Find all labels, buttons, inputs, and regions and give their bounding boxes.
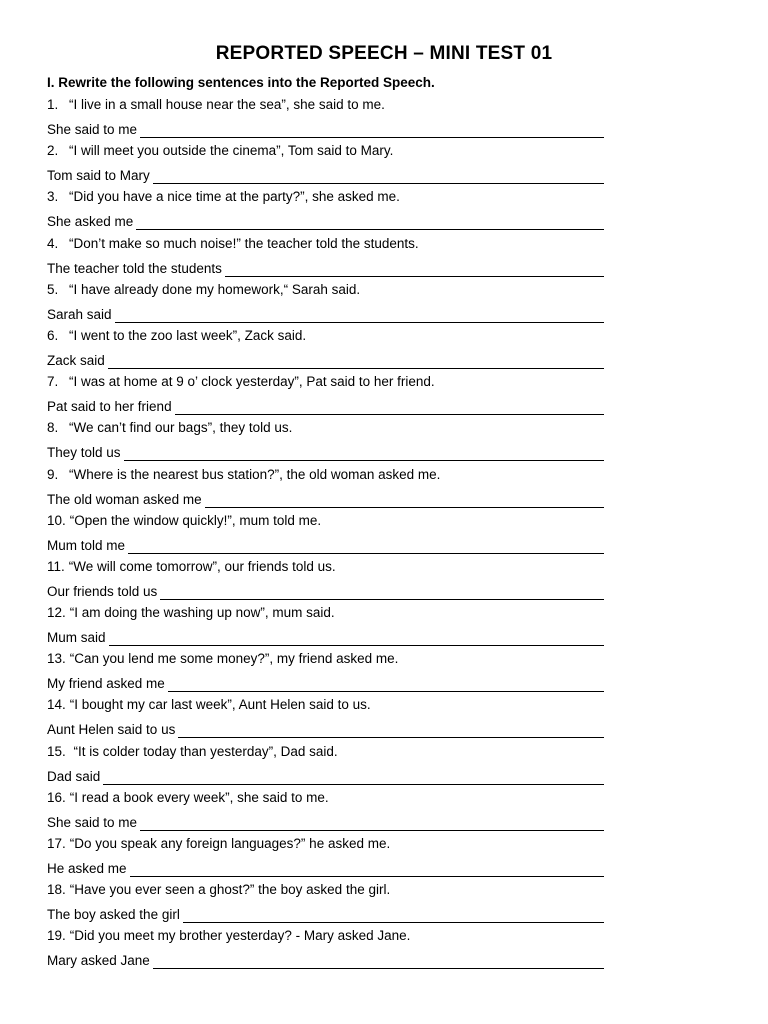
question-text: “Where is the nearest bus station?”, the old woman asked me. <box>69 466 441 482</box>
answer-blank-line[interactable] <box>168 677 604 692</box>
exercise-item <box>0 96 768 142</box>
exercise-question <box>47 143 393 159</box>
exercise-item <box>0 373 768 419</box>
question-number: 4. <box>47 235 59 251</box>
answer-lead: They told us <box>47 445 121 461</box>
answer-row <box>47 443 604 461</box>
exercise-question <box>47 374 435 390</box>
answer-row <box>47 259 604 277</box>
answer-lead: My friend asked me <box>47 676 165 692</box>
question-number: 3. <box>47 189 59 205</box>
answer-row <box>47 490 604 508</box>
exercise-item <box>0 512 768 558</box>
answer-blank-line[interactable] <box>130 862 604 877</box>
exercise-question <box>47 282 360 298</box>
exercise-question <box>47 328 306 344</box>
answer-lead: The boy asked the girl <box>47 907 180 923</box>
exercise-item <box>0 466 768 512</box>
exercise-question <box>47 836 390 852</box>
exercise-item <box>0 789 768 835</box>
answer-blank-line[interactable] <box>225 262 604 277</box>
answer-row <box>47 951 604 969</box>
answer-lead: Tom said to Mary <box>47 168 150 184</box>
question-text: “I have already done my homework,“ Sarah said. <box>69 281 361 297</box>
exercise-question <box>47 559 336 575</box>
exercise-question <box>47 189 400 205</box>
answer-blank-line[interactable] <box>108 354 604 369</box>
question-text: “We can’t find our bags”, they told us. <box>69 420 293 436</box>
question-text: “Did you have a nice time at the party?”, she asked me. <box>69 189 400 205</box>
answer-blank-line[interactable] <box>153 169 604 184</box>
question-text: “Can you lend me some money?”, my friend asked me. <box>69 651 399 667</box>
answer-row <box>47 628 604 646</box>
answer-row <box>47 397 604 415</box>
answer-row <box>47 166 604 184</box>
answer-lead: He asked me <box>47 861 127 876</box>
answer-blank-line[interactable] <box>136 215 604 230</box>
answer-lead: Sarah said <box>47 306 112 322</box>
exercise-question <box>47 513 321 529</box>
exercise-item <box>0 650 768 696</box>
answer-blank-line[interactable] <box>103 770 604 785</box>
answer-lead: Aunt Helen said to us <box>47 722 176 738</box>
answer-blank-line[interactable] <box>160 585 604 600</box>
page-title: REPORTED SPEECH – MINI TEST 01 <box>215 43 553 64</box>
question-number: 14. <box>47 697 66 713</box>
exercise-item <box>0 419 768 465</box>
question-number: 15. <box>47 743 66 759</box>
exercise-question <box>47 790 329 806</box>
question-text: “Did you meet my brother yesterday? - Mary asked Jane. <box>69 928 411 944</box>
exercise-question <box>47 882 390 898</box>
question-number: 18. <box>47 882 66 898</box>
answer-lead: Mary asked Jane <box>47 953 150 969</box>
answer-row <box>47 305 604 323</box>
question-number: 9. <box>47 466 59 482</box>
answer-lead: Dad said <box>47 768 101 784</box>
answer-lead: Pat said to her friend <box>47 399 172 415</box>
exercise-question <box>47 651 398 667</box>
question-number: 7. <box>47 374 59 390</box>
question-text: “I went to the zoo last week”, Zack said. <box>69 327 307 343</box>
exercise-question <box>47 420 292 436</box>
question-text: “We will come tomorrow”, our friends told us. <box>68 558 336 574</box>
question-text: “I bought my car last week”, Aunt Helen said to us. <box>69 697 371 713</box>
exercise-question <box>47 697 371 713</box>
answer-lead: Mum told me <box>47 537 126 553</box>
question-text: “I read a book every week”, she said to me. <box>69 789 329 805</box>
exercise-question <box>47 467 440 483</box>
question-text: “I live in a small house near the sea”, she said to me. <box>69 97 385 112</box>
question-number: 12. <box>47 605 66 621</box>
question-text: “Have you ever seen a ghost?” the boy asked the girl. <box>69 882 391 898</box>
question-text: “I was at home at 9 o’ clock yesterday”, Pat said to her friend. <box>69 374 435 390</box>
question-number: 5. <box>47 281 59 297</box>
answer-blank-line[interactable] <box>140 123 604 138</box>
exercise-question <box>47 928 410 944</box>
answer-row <box>47 905 604 923</box>
exercise-item <box>0 281 768 327</box>
exercise-item <box>0 558 768 604</box>
answer-lead: The teacher told the students <box>47 260 222 276</box>
question-number: 6. <box>47 327 59 343</box>
exercise-item <box>0 327 768 373</box>
answer-row <box>47 813 604 831</box>
question-number: 16. <box>47 789 66 805</box>
answer-row <box>47 720 604 738</box>
question-text: “Open the window quickly!”, mum told me. <box>69 512 322 528</box>
exercise-question <box>47 97 385 113</box>
answer-lead: She said to me <box>47 814 138 830</box>
exercise-item <box>0 696 768 742</box>
answer-lead: Mum said <box>47 630 106 646</box>
answer-row <box>47 859 604 877</box>
question-number: 17. <box>47 836 66 851</box>
answer-blank-line[interactable] <box>183 908 604 923</box>
exercise-question <box>47 605 335 621</box>
exercise-list <box>0 96 768 974</box>
instruction-heading: I. Rewrite the following sentences into the Reported Speech. <box>47 75 435 90</box>
answer-row <box>47 582 604 600</box>
answer-lead: She asked me <box>47 214 134 230</box>
exercise-item <box>0 142 768 188</box>
question-text: “It is colder today than yesterday”, Dad said. <box>69 743 338 759</box>
question-text: “I will meet you outside the cinema”, Tom said to Mary. <box>69 143 394 159</box>
answer-row <box>47 536 604 554</box>
answer-row <box>47 120 604 138</box>
answer-lead: The old woman asked me <box>47 491 202 507</box>
question-number: 1. <box>47 97 59 112</box>
answer-blank-line[interactable] <box>115 308 604 323</box>
answer-row <box>47 212 604 230</box>
exercise-item <box>0 743 768 789</box>
answer-row <box>47 767 604 785</box>
answer-lead: Zack said <box>47 352 105 368</box>
answer-blank-line[interactable] <box>140 816 604 831</box>
answer-lead: She said to me <box>47 122 138 137</box>
answer-blank-line[interactable] <box>153 954 604 969</box>
exercise-item <box>0 927 768 973</box>
question-number: 11. <box>47 558 65 574</box>
answer-blank-line[interactable] <box>124 446 604 461</box>
answer-row <box>47 351 604 369</box>
exercise-item <box>0 835 768 881</box>
question-number: 10. <box>47 512 66 528</box>
answer-blank-line[interactable] <box>175 400 604 415</box>
question-text: “Do you speak any foreign languages?” he asked me. <box>69 836 391 851</box>
exercise-item <box>0 604 768 650</box>
question-number: 2. <box>47 143 59 159</box>
exercise-question <box>47 744 338 760</box>
answer-blank-line[interactable] <box>128 539 604 554</box>
question-number: 13. <box>47 651 66 667</box>
exercise-question <box>47 236 419 252</box>
answer-blank-line[interactable] <box>109 631 604 646</box>
answer-blank-line[interactable] <box>178 723 604 738</box>
answer-lead: Our friends told us <box>47 583 158 599</box>
exercise-item <box>0 881 768 927</box>
question-number: 19. <box>47 928 66 944</box>
question-number: 8. <box>47 420 59 436</box>
answer-blank-line[interactable] <box>205 493 604 508</box>
question-text: “I am doing the washing up now”, mum said. <box>69 605 335 621</box>
question-text: “Don’t make so much noise!” the teacher told the students. <box>69 235 419 251</box>
exercise-item <box>0 188 768 234</box>
exercise-item <box>0 235 768 281</box>
answer-row <box>47 674 604 692</box>
